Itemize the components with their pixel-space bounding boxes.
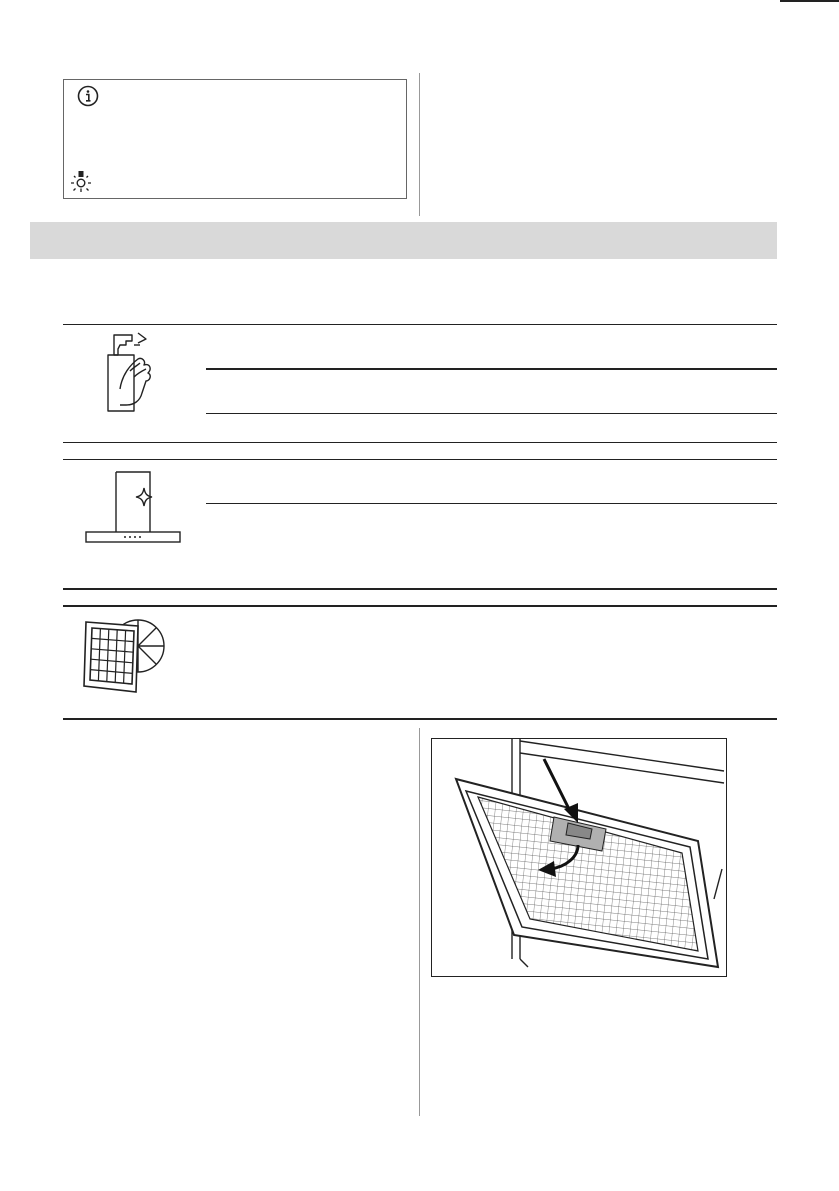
hood-clean-icon — [84, 470, 182, 546]
table-rule — [63, 442, 777, 443]
table-rule-inner — [206, 413, 777, 414]
header-rule — [780, 0, 839, 2]
table-rule-bottom — [63, 718, 777, 720]
table-rule-inner — [206, 503, 777, 504]
table-rule — [63, 605, 777, 607]
table-rule-inner — [206, 368, 777, 370]
section-heading-bar — [30, 222, 777, 259]
column-divider-top — [419, 73, 420, 216]
table-rule — [63, 459, 777, 460]
table-rule — [63, 588, 777, 590]
info-note-box — [63, 79, 407, 199]
table-rule-top — [63, 324, 777, 325]
filter-removal-figure — [431, 738, 727, 977]
filter-icon — [80, 612, 166, 696]
grease-filter-removal-illustration — [432, 739, 727, 977]
lamp-icon — [70, 170, 92, 194]
spray-wipe-icon — [100, 331, 160, 413]
info-icon — [76, 84, 100, 108]
column-divider-bottom — [419, 728, 420, 1116]
